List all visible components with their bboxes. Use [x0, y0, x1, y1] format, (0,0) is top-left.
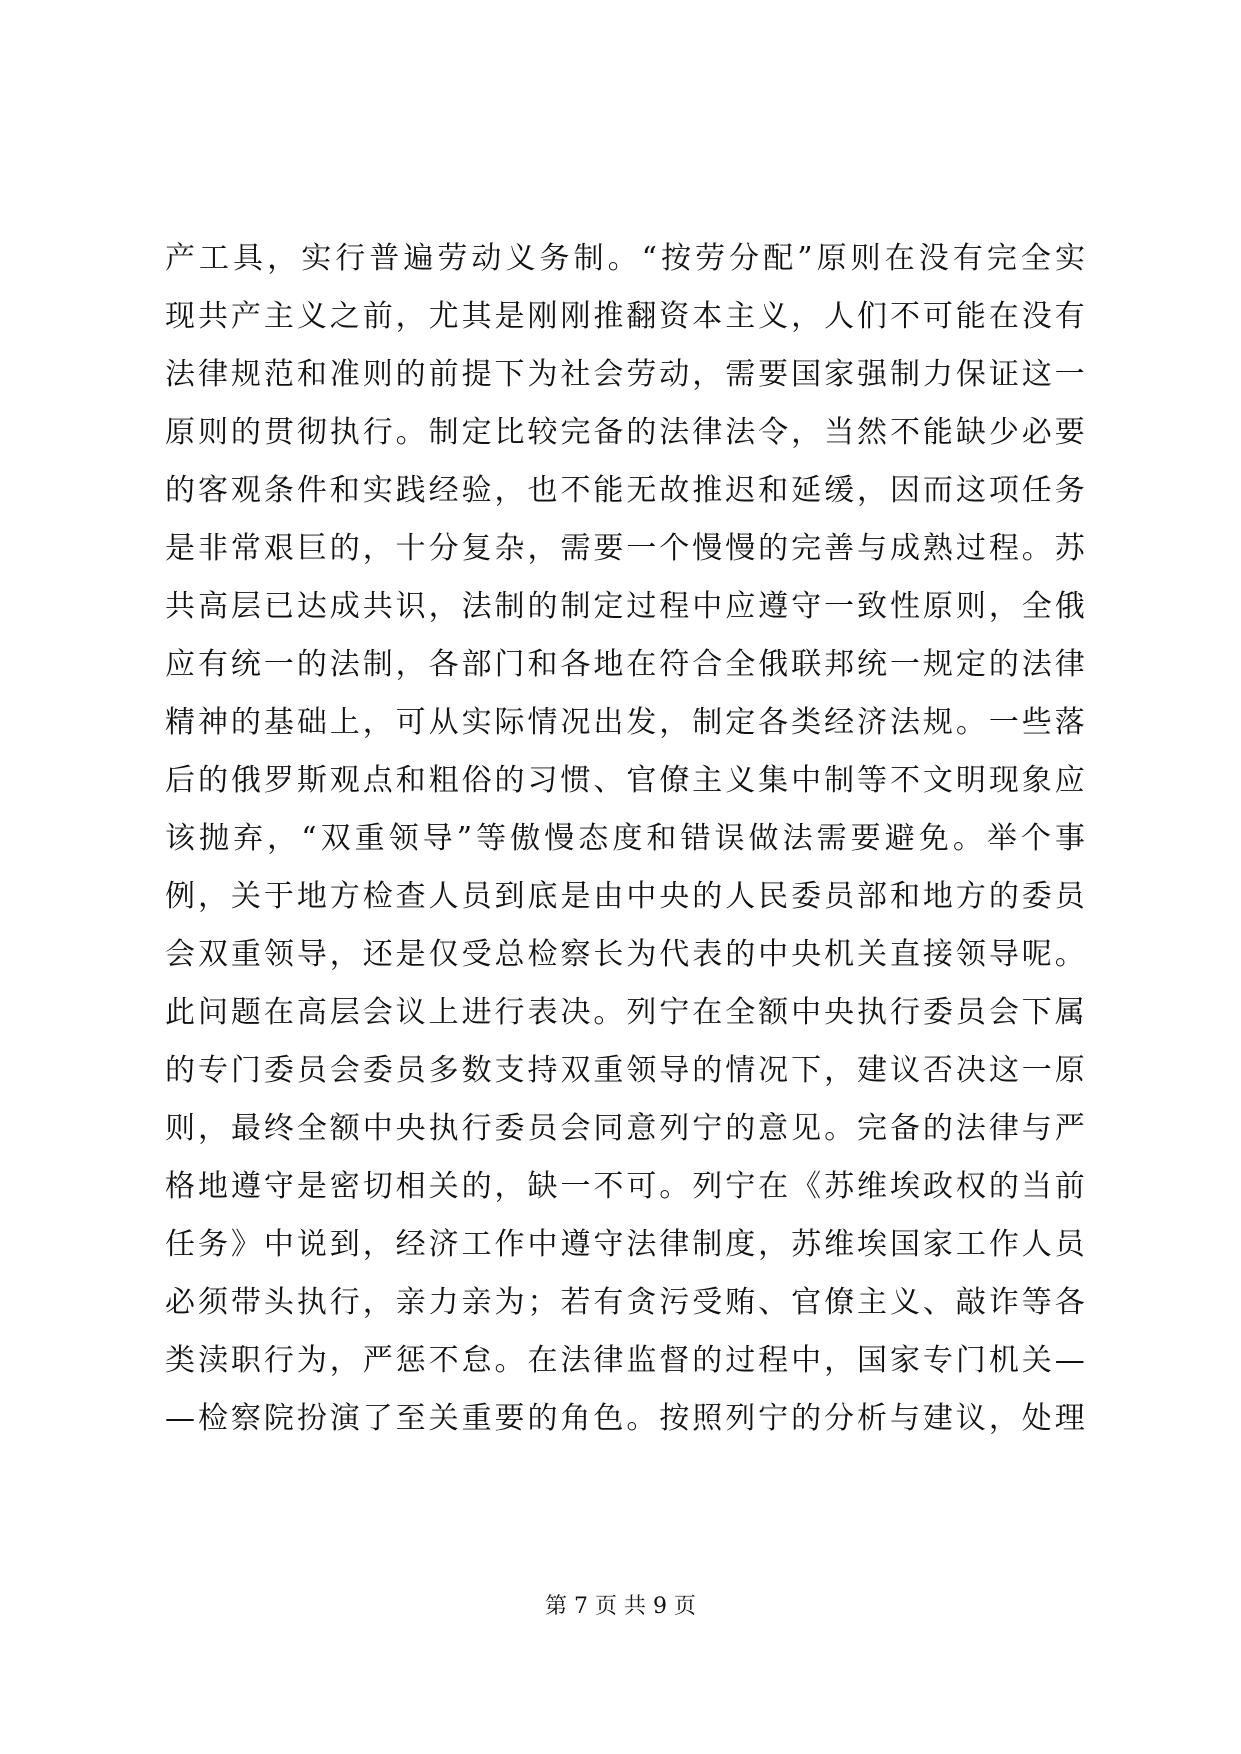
text-line: 则 ， 最 终 全 额 中 央 执 行 委 员 会 同 意 列 宁 的 意 见 。 完 备 的 法 律 与 严	[165, 1111, 1085, 1146]
text-line: 精 神 的 基 础 上 ， 可 从 实 际 情 况 出 发 ， 制 定 各 类 经 济 法 规 。 一 些 落	[165, 705, 1085, 740]
text-line: 法 律 规 范 和 准 则 的 前 提 下 为 社 会 劳 动 ， 需 要 国 家 强 制 力 保 证 这 一	[165, 357, 1085, 392]
text-line: 是 非 常 艰 巨 的 ， 十 分 复 杂 ， 需 要 一 个 慢 慢 的 完 善 与 成 熟 过 程 。 苏	[165, 531, 1085, 566]
text-line: 必 须 带 头 执 行 ， 亲 力 亲 为 ； 若 有 贪 污 受 贿 、 官 僚 主 义 、 敲 诈 等 各	[165, 1285, 1085, 1320]
text-line: 原 则 的 贯 彻 执 行 。 制 定 比 较 完 备 的 法 律 法 令 ， 当 然 不 能 缺 少 必 要	[165, 415, 1085, 450]
text-line: 的 专 门 委 员 会 委 员 多 数 支 持 双 重 领 导 的 情 况 下 ， 建 议 否 决 这 一 原	[165, 1053, 1085, 1088]
text-line: 现 共 产 主 义 之 前 ， 尤 其 是 刚 刚 推 翻 资 本 主 义 ， 人 们 不 可 能 在 没 有	[165, 299, 1085, 334]
page-number-footer: 第 7 页 共 9 页	[545, 1594, 696, 1619]
text-line: 任 务 》 中 说 到 ， 经 济 工 作 中 遵 守 法 律 制 度 ， 苏 维 埃 国 家 工 作 人 员	[165, 1227, 1085, 1262]
text-line: 此 问 题 在 高 层 会 议 上 进 行 表 决 。 列 宁 在 全 额 中 央 执 行 委 员 会 下 属	[165, 995, 1085, 1030]
text-line: 格 地 遵 守 是 密 切 相 关 的 ， 缺 一 不 可 。 列 宁 在 《 苏 维 埃 政 权 的 当 前	[165, 1169, 1085, 1204]
text-line: 该 抛 弃 ， “ 双 重 领 导 ” 等 傲 慢 态 度 和 错 误 做 法 需 要 避 免 。 举 个 事	[165, 821, 1085, 856]
text-line: 类 渎 职 行 为 ， 严 惩 不 怠 。 在 法 律 监 督 的 过 程 中 ， 国 家 专 门 机 关 —	[165, 1343, 1085, 1378]
text-line: 共 高 层 已 达 成 共 识 ， 法 制 的 制 定 过 程 中 应 遵 守 一 致 性 原 则 ， 全 俄	[165, 589, 1085, 624]
text-line: 应 有 统 一 的 法 制 ， 各 部 门 和 各 地 在 符 合 全 俄 联 邦 统 一 规 定 的 法 律	[165, 647, 1085, 682]
text-line: 产 工 具 ， 实 行 普 遍 劳 动 义 务 制 。 “ 按 劳 分 配 ” 原 则 在 没 有 完 全 实	[165, 241, 1085, 276]
text-line: 后 的 俄 罗 斯 观 点 和 粗 俗 的 习 惯 、 官 僚 主 义 集 中 制 等 不 文 明 现 象 应	[165, 763, 1085, 798]
body-text	[165, 230, 1085, 1448]
text-line: — 检 察 院 扮 演 了 至 关 重 要 的 角 色 。 按 照 列 宁 的 分 析 与 建 议 ， 处 理	[165, 1401, 1085, 1436]
text-line: 例 ， 关 于 地 方 检 查 人 员 到 底 是 由 中 央 的 人 民 委 员 部 和 地 方 的 委 员	[165, 879, 1085, 914]
text-line: 会 双 重 领 导 ， 还 是 仅 受 总 检 察 长 为 代 表 的 中 央 机 关 直 接 领 导 呢 。	[165, 937, 1085, 972]
text-line: 的 客 观 条 件 和 实 践 经 验 ， 也 不 能 无 故 推 迟 和 延 缓 ， 因 而 这 项 任 务	[165, 473, 1085, 508]
